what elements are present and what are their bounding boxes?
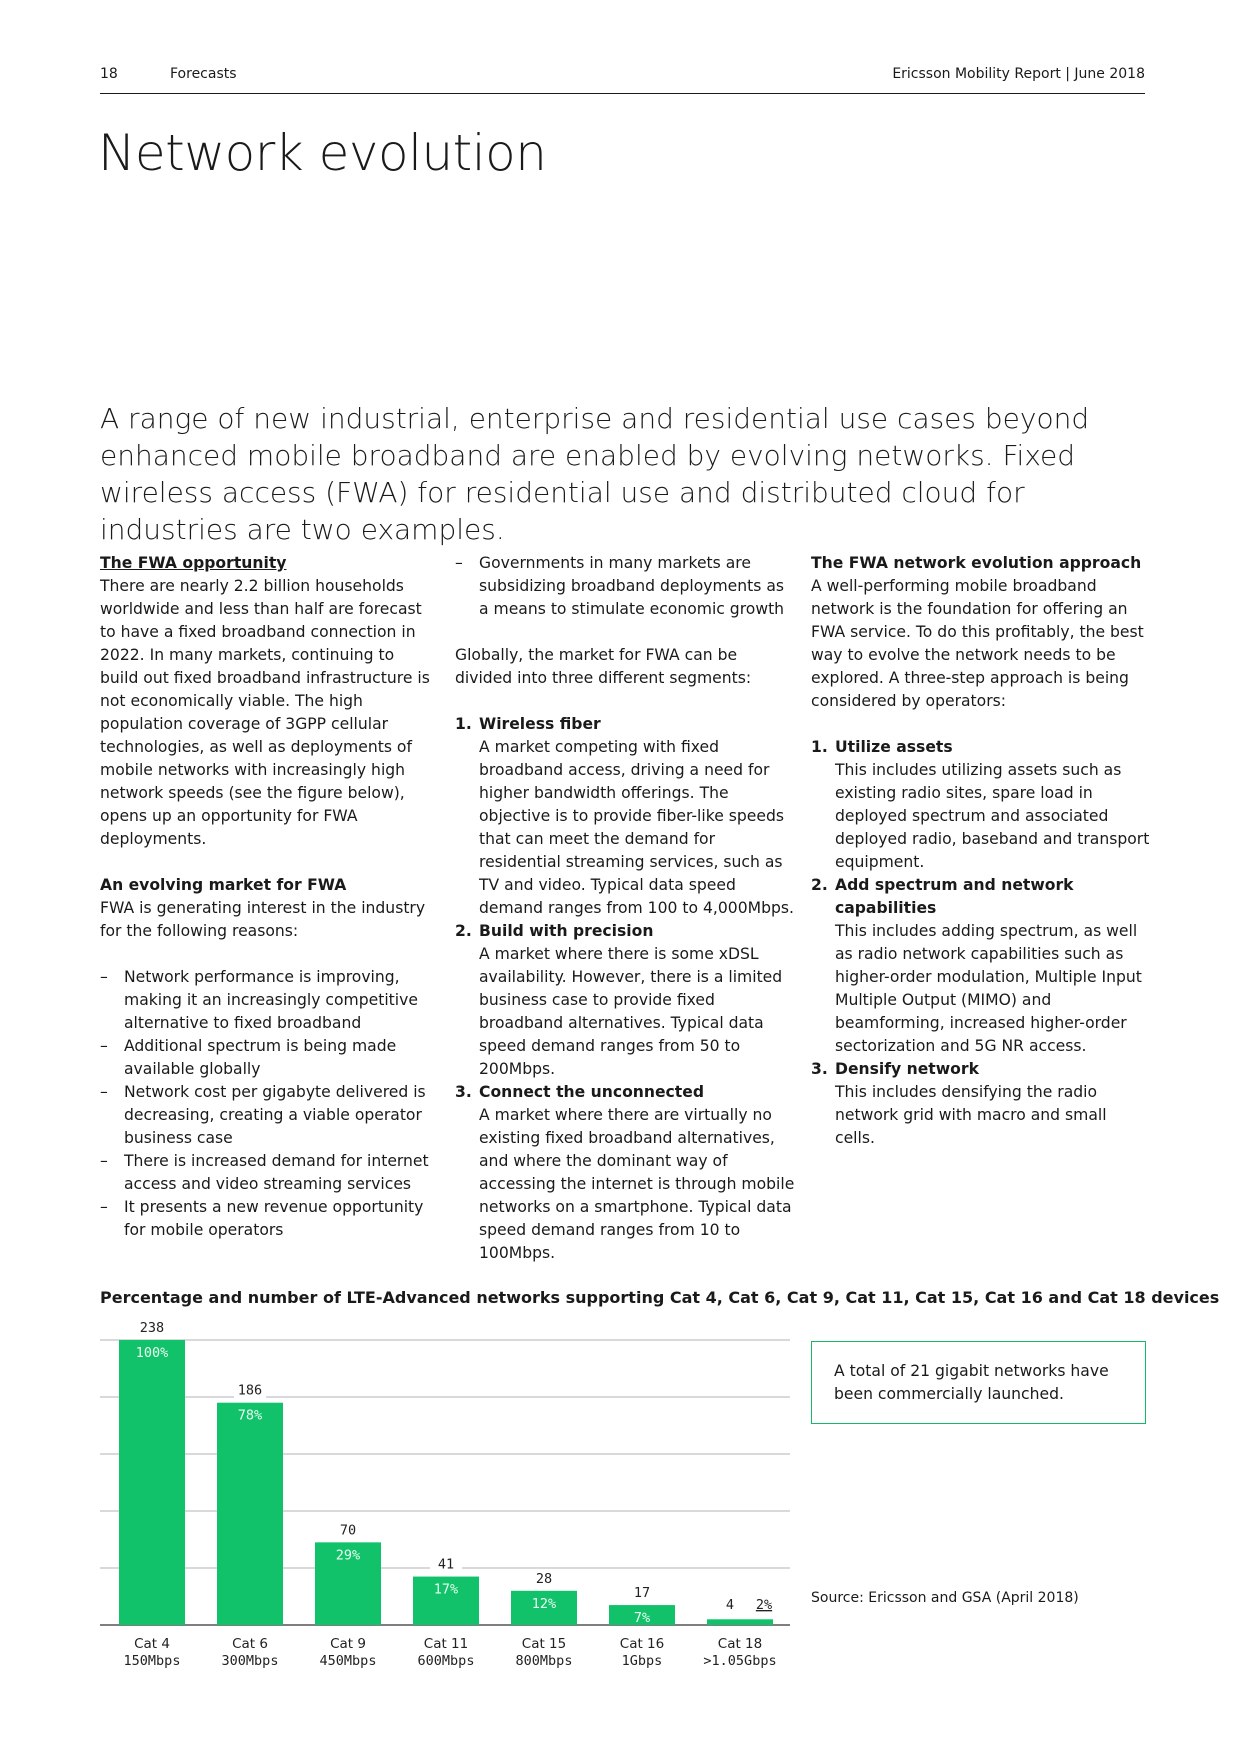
- bullet-item: – There is increased demand for internet access and video streaming services: [100, 1150, 430, 1196]
- category-label: Cat 9: [330, 1636, 366, 1652]
- page-title: Network evolution: [98, 124, 547, 182]
- percent-label: 29%: [335, 1547, 361, 1564]
- paragraph: FWA is generating interest in the industry for the following reasons:: [100, 899, 426, 940]
- category-label: Cat 16: [619, 1636, 665, 1652]
- item-text: This includes adding spectrum, as well as radio network capabilities such as higher-order modulation, Multiple Input Multiple Output (MIMO) and beamforming, increased higher-order sectorization and 5G NR access.: [835, 922, 1142, 1055]
- category-label: Cat 18: [717, 1636, 763, 1652]
- bullet-item: – Network performance is improving, making it an increasingly competitive alternative to fixed broadband: [100, 966, 430, 1035]
- value-label: 41: [437, 1556, 455, 1573]
- category-label: Cat 4: [134, 1636, 170, 1652]
- value-label: 28: [535, 1570, 553, 1587]
- percent-label: 12%: [531, 1595, 557, 1612]
- paragraph: There are nearly 2.2 billion households worldwide and less than half are forecast to have a fixed broadband connection in 2022. In many markets, continuing to build out fixed broadband infrastructure is not economically viable. The high population coverage of 3GPP cellular technologies, as well as deployments of mobile networks with increasingly high network speeds (see the figure below), opens up an opportunity for FWA deployments.: [100, 577, 430, 848]
- speed-label: 300Mbps: [221, 1653, 279, 1669]
- lead-paragraph: A range of new industrial, enterprise and residential use cases beyond enhanced mobile broadband are enabled by evolving networks. Fixed wireless access (FWA) for residential use and distributed cloud for industries are two examples.: [100, 402, 1090, 546]
- bullet-item: – It presents a new revenue opportunity for mobile operators: [100, 1196, 430, 1242]
- column-1: [100, 552, 430, 1242]
- bar: [119, 1340, 185, 1625]
- source-note: Source: Ericsson and GSA (April 2018): [811, 1590, 1079, 1606]
- numbered-item: [455, 1081, 795, 1265]
- bullet-item: – Additional spectrum is being made available globally: [100, 1035, 430, 1081]
- value-label: 186: [237, 1382, 263, 1399]
- speed-label: 600Mbps: [417, 1653, 475, 1669]
- bar-chart: [100, 1320, 800, 1680]
- item-text: A market competing with fixed broadband access, driving a need for higher bandwidth offerings. The objective is to provide fiber-like speeds that can meet the demand for residential streaming services, such as TV and video. Typical data speed demand ranges from 100 to 4,000Mbps.: [479, 738, 794, 917]
- item-title: Utilize assets: [835, 738, 953, 756]
- numbered-item: [811, 874, 1151, 1058]
- percent-label: 2%: [755, 1597, 773, 1613]
- numbered-item: [455, 713, 795, 920]
- page-header: [100, 64, 1145, 94]
- heading-network-evolution-approach: The FWA network evolution approach: [811, 554, 1142, 572]
- item-number: 2.: [455, 922, 472, 940]
- category-label: Cat 11: [423, 1636, 469, 1652]
- item-text: This includes utilizing assets such as existing radio sites, spare load in deployed spectrum and associated deployed radio, baseband and transport equipment.: [835, 761, 1150, 871]
- item-title: Wireless fiber: [479, 715, 601, 733]
- numbered-item: [811, 736, 1151, 874]
- value-label: 4: [725, 1597, 735, 1613]
- percent-label: 7%: [633, 1610, 651, 1627]
- speed-label: 800Mbps: [515, 1653, 573, 1669]
- paragraph: Globally, the market for FWA can be divided into three different segments:: [455, 646, 752, 687]
- item-number: 1.: [811, 738, 828, 756]
- speed-label: 450Mbps: [319, 1653, 377, 1669]
- bullet-item: – Network cost per gigabyte delivered is decreasing, creating a viable operator business case: [100, 1081, 430, 1150]
- chart-title: Percentage and number of LTE-Advanced networks supporting Cat 4, Cat 6, Cat 9, Cat 11, Cat 15, Cat 16 and Cat 18 devices: [100, 1288, 1220, 1307]
- bar: [217, 1403, 283, 1625]
- category-label: Cat 15: [521, 1636, 567, 1652]
- percent-label: 78%: [237, 1407, 263, 1424]
- report-name: Ericsson Mobility Report | June 2018: [892, 66, 1145, 82]
- value-label: 70: [339, 1522, 357, 1539]
- page-number: 18: [100, 66, 118, 82]
- item-number: 3.: [455, 1083, 472, 1101]
- callout-box: [811, 1341, 1146, 1424]
- item-number: 2.: [811, 876, 828, 894]
- item-number: 3.: [811, 1060, 828, 1078]
- percent-label: 17%: [433, 1581, 459, 1598]
- heading-fwa-opportunity: The FWA opportunity: [100, 554, 287, 572]
- value-label: 238: [139, 1320, 165, 1336]
- numbered-item: [455, 920, 795, 1081]
- paragraph: A well-performing mobile broadband network is the foundation for offering an FWA service. To do this profitably, the best way to evolve the network needs to be explored. A three-step approach is being considered by operators:: [811, 577, 1144, 710]
- numbered-item: [811, 1058, 1151, 1150]
- item-title: Connect the unconnected: [479, 1083, 704, 1101]
- item-title: Build with precision: [479, 922, 654, 940]
- section-name: Forecasts: [170, 66, 237, 82]
- item-title: Add spectrum and network capabilities: [835, 876, 1074, 917]
- item-text: A market where there are virtually no existing fixed broadband alternatives, and where the dominant way of accessing the internet is through mobile networks on a smartphone. Typical data speed demand ranges from 10 to 100Mbps.: [479, 1106, 795, 1262]
- speed-label: 150Mbps: [123, 1653, 181, 1669]
- column-2: [455, 552, 795, 1265]
- percent-label: 100%: [135, 1345, 169, 1361]
- item-text: This includes densifying the radio network grid with macro and small cells.: [835, 1083, 1107, 1147]
- speed-label: 1Gbps: [621, 1653, 663, 1669]
- callout-text: A total of 21 gigabit networks have been commercially launched.: [834, 1362, 1109, 1403]
- item-text: A market where there is some xDSL availability. However, there is a limited business case to provide fixed broadband alternatives. Typical data speed demand ranges from 50 to 200Mbps.: [479, 945, 783, 1078]
- item-title: Densify network: [835, 1060, 979, 1078]
- speed-label: >1.05Gbps: [703, 1653, 777, 1669]
- column-3: [811, 552, 1151, 1150]
- item-number: 1.: [455, 715, 472, 733]
- heading-evolving-market: An evolving market for FWA: [100, 876, 347, 894]
- bullet-item: – Governments in many markets are subsidizing broadband deployments as a means to stimulate economic growth: [455, 552, 795, 621]
- value-label: 17: [633, 1585, 651, 1602]
- bar: [707, 1619, 773, 1625]
- category-label: Cat 6: [232, 1636, 268, 1652]
